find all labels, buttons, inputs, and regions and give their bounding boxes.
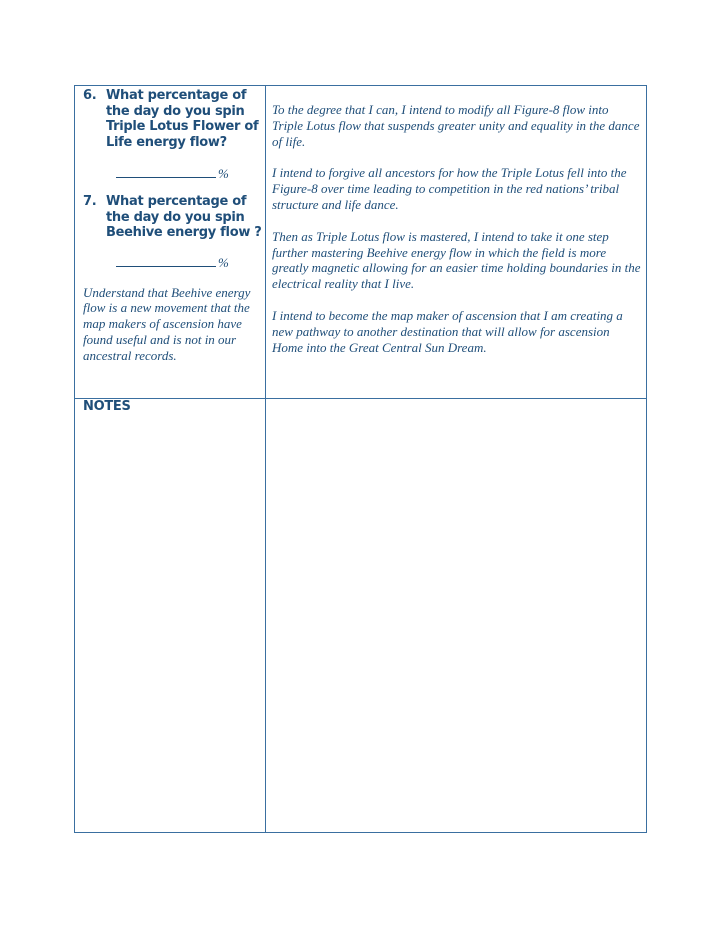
answer-blank-6[interactable] — [116, 166, 263, 182]
notes-heading: NOTES — [83, 399, 131, 414]
answer-blank-7[interactable] — [116, 255, 263, 271]
question-number: 6. — [83, 88, 97, 103]
question-7 — [83, 194, 263, 241]
intention-paragraph: I intend to become the map maker of ascension that I am creating a new pathway to another destination that will allow for ascension Home into the Great Central Sun Dream. — [272, 307, 623, 355]
question-6 — [83, 88, 263, 150]
intentions-cell — [272, 102, 642, 371]
beehive-note: Understand that Beehive energy flow is a new movement that the map makers of ascension have found useful and is not in our ancestral records. — [83, 284, 251, 363]
notes-area[interactable] — [266, 399, 646, 832]
percent-sign: % — [218, 166, 229, 181]
intention-paragraph: To the degree that I can, I intend to modify all Figure-8 flow into Triple Lotus flow that suspends greater unity and equality in the dance of life. — [272, 102, 640, 149]
worksheet-table — [74, 85, 647, 833]
intention-paragraph: I intend to forgive all ancestors for how the Triple Lotus fell into the Figure-8 over time leading to competition in the red nations’ tribal structure and life dance. — [272, 165, 627, 212]
intention-paragraph: Then as Triple Lotus flow is mastered, I intend to take it one step further mastering Beehive energy flow in which the field is more greatly magnetic allowing for an easier time holding boundaries in the electrical reality that I live. — [272, 228, 641, 292]
questions-cell — [83, 86, 263, 363]
question-number: 7. — [83, 194, 97, 209]
question-text: What percentage of the day do you spin Beehive energy flow ? — [106, 194, 262, 240]
answer-underline — [116, 166, 216, 178]
question-text: What percentage of the day do you spin Triple Lotus Flower of Life energy flow? — [106, 88, 259, 150]
answer-underline — [116, 255, 216, 267]
percent-sign: % — [218, 254, 229, 270]
